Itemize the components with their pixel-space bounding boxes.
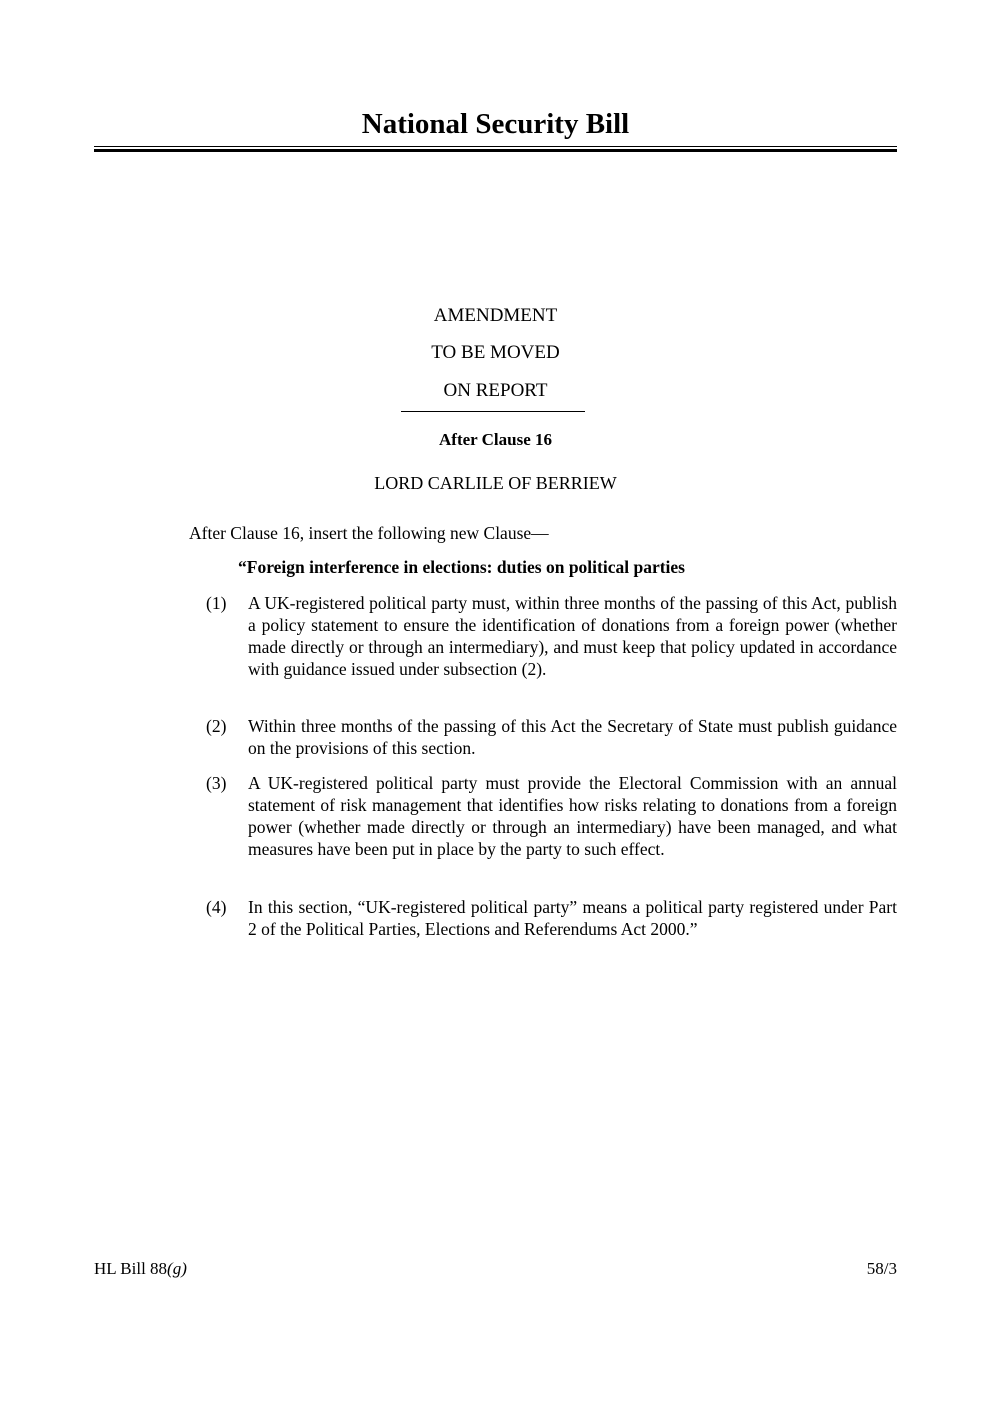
- subsection-text: In this section, “UK-registered political party” means a political party registered under Part 2 of the Political Parties, Elections and Referendums Act 2000.”: [248, 897, 897, 939]
- title-rule-thin: [94, 146, 897, 147]
- clause-position: After Clause 16: [439, 430, 552, 449]
- subsection-3: [206, 772, 897, 860]
- bill-reference-suffix: (g): [167, 1259, 187, 1278]
- document-title: National Security Bill: [361, 108, 630, 140]
- amendment-instruction: After Clause 16, insert the following new Clause—: [189, 523, 549, 543]
- bill-reference-number: HL Bill 88: [94, 1259, 168, 1278]
- clause-heading: “Foreign interference in elections: duties on political parties: [238, 557, 685, 577]
- bill-reference: [94, 1258, 187, 1280]
- amendment-label-line-2: TO BE MOVED: [431, 342, 560, 363]
- page-reference: 58/3: [866, 1259, 897, 1278]
- subsection-4: [206, 896, 897, 940]
- amendment-label: AMENDMENT: [433, 305, 558, 326]
- subsection-2: [206, 715, 897, 759]
- title-rule-thick: [94, 149, 897, 152]
- subsection-number: (1): [206, 593, 227, 613]
- subsection-text: A UK-registered political party must provide the Electoral Commission with an annual statement of risk management that identifies how risks relating to donations from a foreign power (whether made directly or through an intermediary) have been managed, and what measures have been put in place by the party to such effect.: [248, 773, 897, 859]
- subsection-text: Within three months of the passing of this Act the Secretary of State must publish guidance on the provisions of this section.: [248, 716, 897, 758]
- subsection-number: (2): [206, 716, 227, 736]
- subsection-1: [206, 592, 897, 680]
- subsection-number: (4): [206, 897, 227, 917]
- amendment-label-line-3: ON REPORT: [443, 380, 548, 401]
- subsection-text: A UK-registered political party must, within three months of the passing of this Act, publish a policy statement to ensure the identification of donations from a foreign power (whether made directly or through an intermediary), and must keep that policy updated in accordance with guidance issued under subsection (2).: [248, 593, 897, 679]
- section-divider: [401, 411, 585, 412]
- mover-name: LORD CARLILE OF BERRIEW: [374, 473, 617, 493]
- subsection-number: (3): [206, 773, 227, 793]
